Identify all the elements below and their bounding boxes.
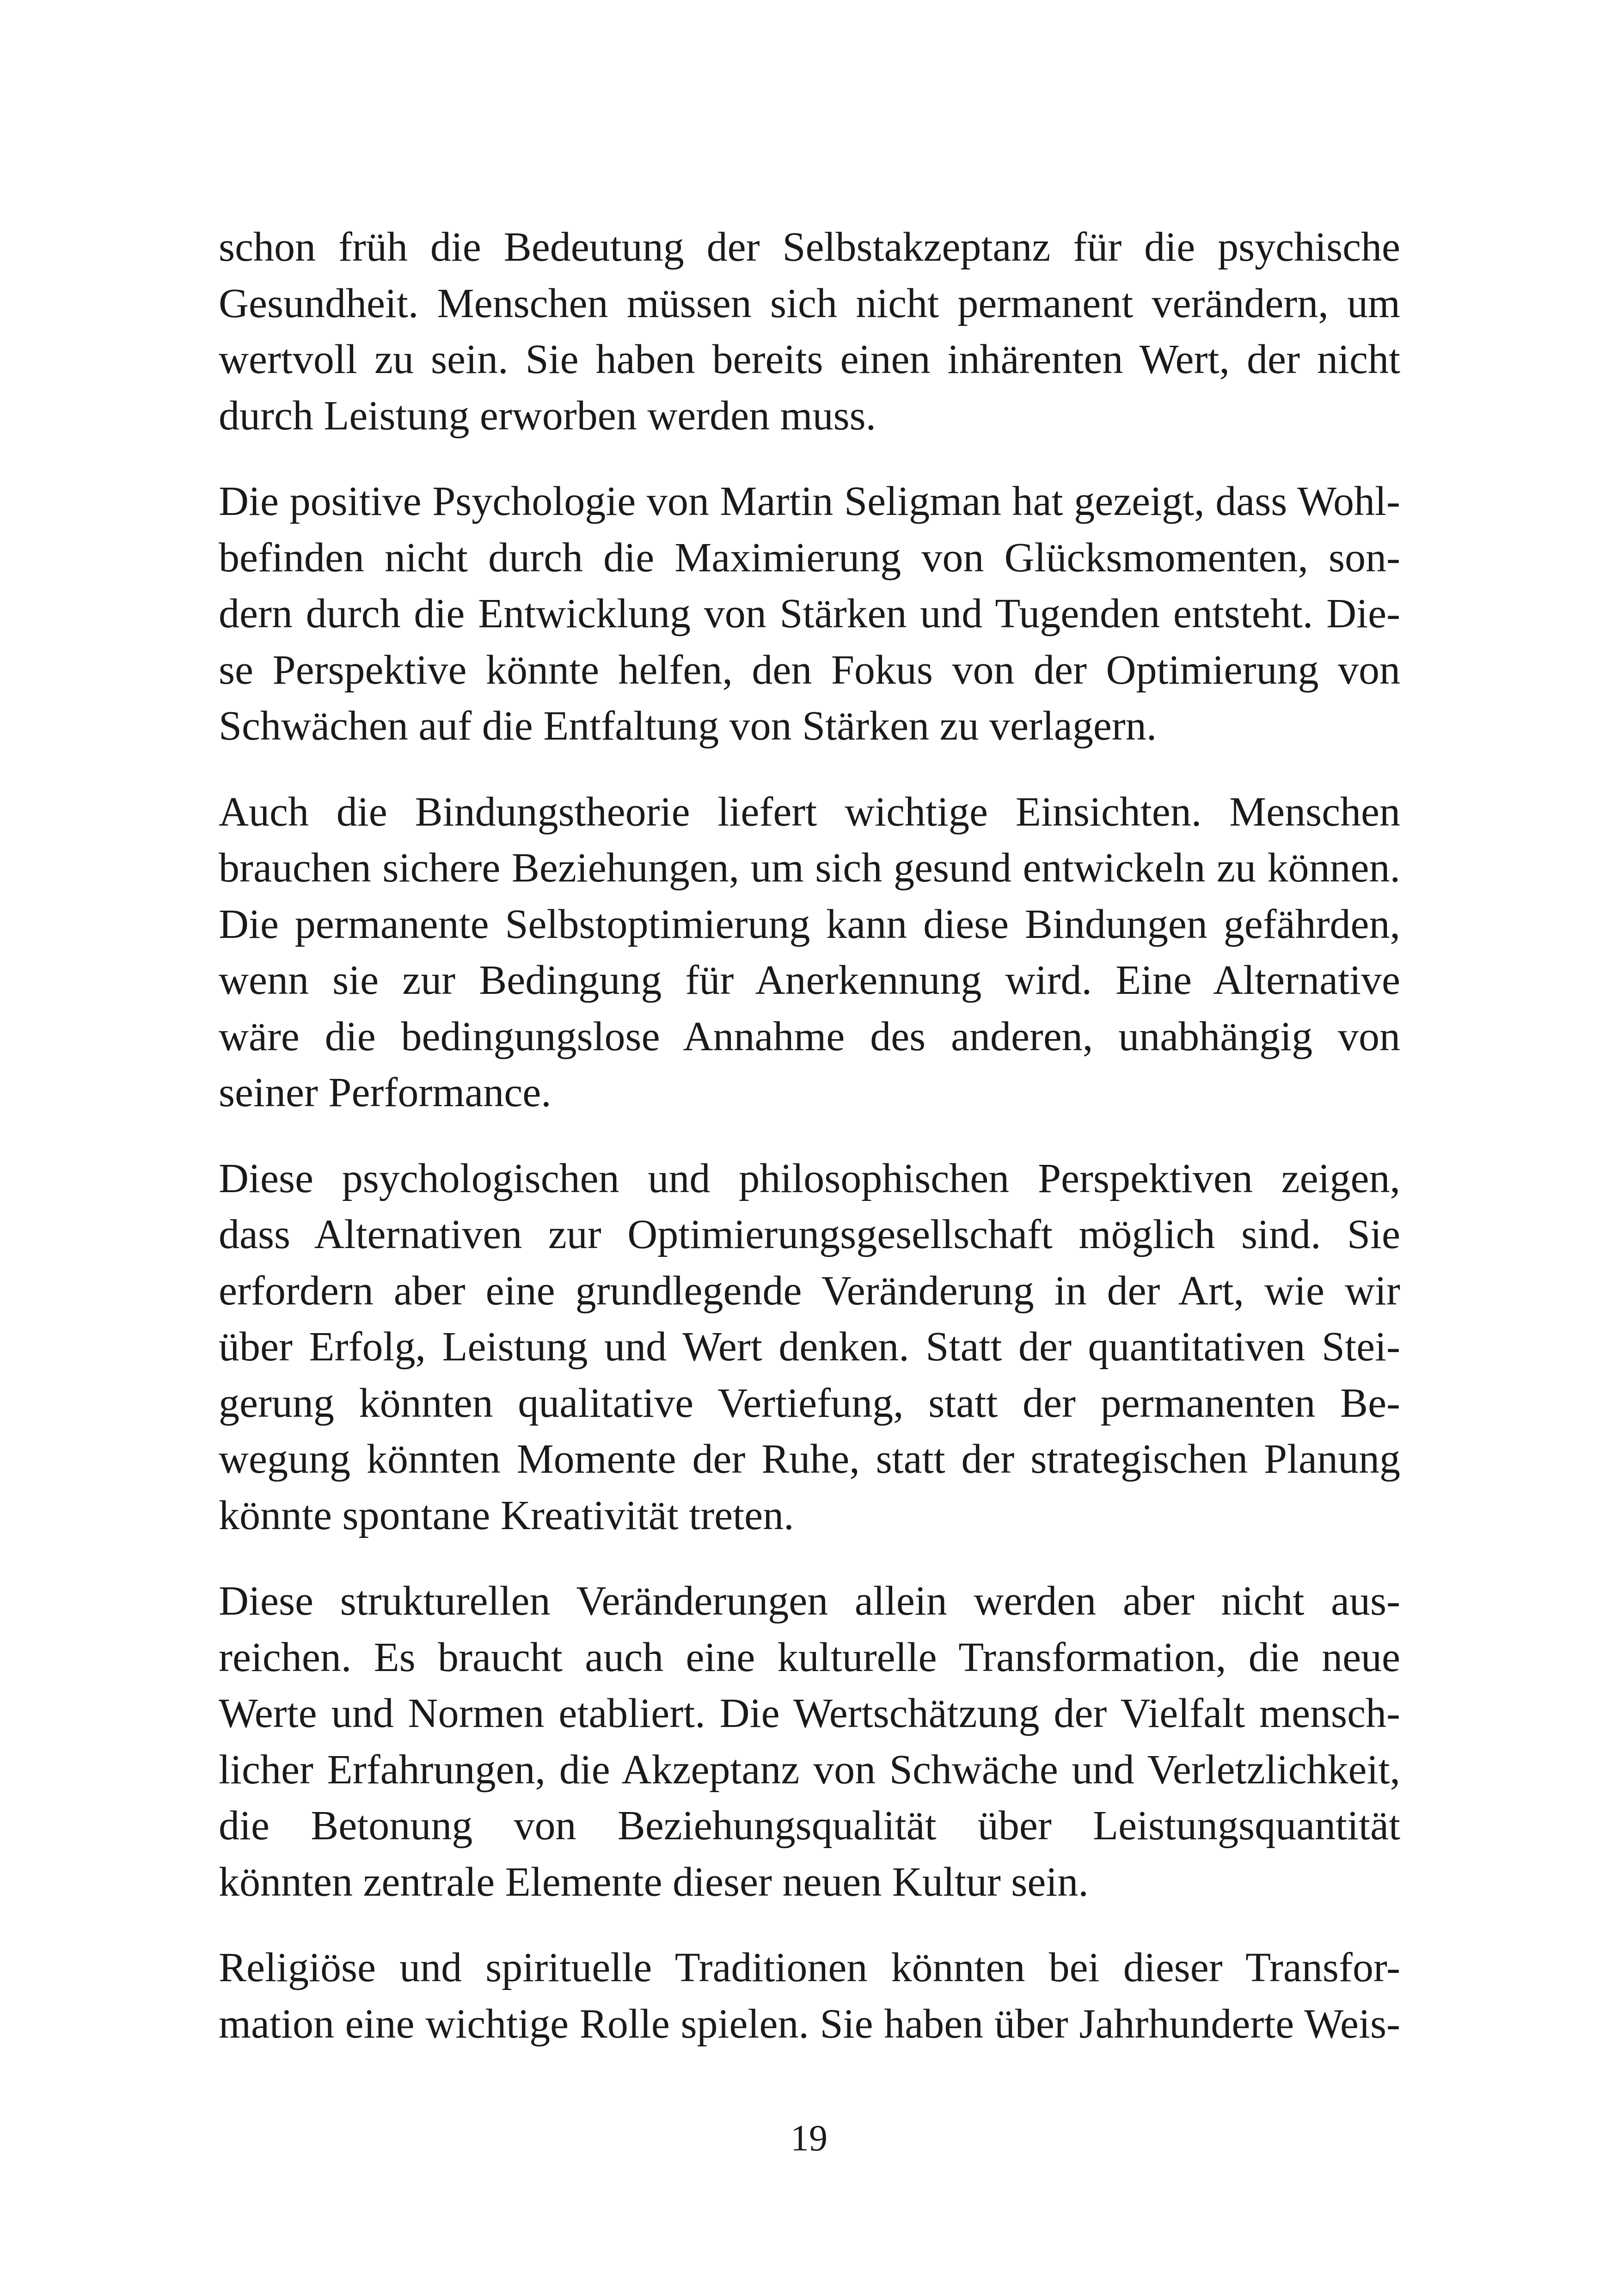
text-line: Religiöse und spirituelle Traditionen könnten bei dieser Transfor- <box>219 1945 1400 1990</box>
paragraph <box>219 784 1400 1121</box>
text-line: befinden nicht durch die Maximierung von Glücksmomenten, son- <box>219 534 1400 581</box>
text-line: könnten zentrale Elemente dieser neuen Kultur sein. <box>219 1859 1089 1905</box>
text-line: Auch die Bindungstheorie liefert wichtige Einsichten. Menschen <box>219 789 1400 835</box>
text-line: wäre die bedingungslose Annahme des anderen, unabhängig von <box>219 1013 1400 1059</box>
text-line: Werte und Normen etabliert. Die Wertschätzung der Vielfalt mensch- <box>219 1690 1400 1736</box>
text-line: erfordern aber eine grundlegende Veränderung in der Art, wie wir <box>219 1267 1400 1314</box>
text-line: Schwächen auf die Entfaltung von Stärken zu verlagern. <box>219 703 1157 749</box>
paragraph <box>219 219 1400 444</box>
text-line: Die permanente Selbstoptimierung kann diese Bindungen gefährden, <box>219 901 1400 947</box>
text-line: schon früh die Bedeutung der Selbstakzeptanz für die psychische <box>219 224 1400 270</box>
text-line: seiner Performance. <box>219 1070 552 1115</box>
text-line: könnte spontane Kreativität treten. <box>219 1492 794 1538</box>
text-line: Diese strukturellen Veränderungen allein werden aber nicht aus- <box>219 1578 1400 1624</box>
text-line: Diese psychologischen und philosophischen Perspektiven zeigen, <box>219 1155 1400 1201</box>
text-line: wertvoll zu sein. Sie haben bereits einen inhärenten Wert, der nicht <box>219 337 1400 382</box>
text-line: reichen. Es braucht auch eine kulturelle Transformation, die neue <box>219 1634 1400 1680</box>
text-line: mation eine wichtige Rolle spielen. Sie haben über Jahrhunderte Weis- <box>219 2001 1400 2047</box>
text-line: dern durch die Entwicklung von Stärken und Tugenden entsteht. Die- <box>219 591 1400 637</box>
text-line: Gesundheit. Menschen müssen sich nicht permanent verändern, um <box>219 280 1400 326</box>
text-line: se Perspektive könnte helfen, den Fokus von der Optimierung von <box>219 647 1400 693</box>
text-line: licher Erfahrungen, die Akzeptanz von Schwäche und Verletzlichkeit, <box>219 1746 1400 1793</box>
paragraph <box>219 1573 1400 1910</box>
text-line: durch Leistung erworben werden muss. <box>219 392 876 439</box>
text-line: wenn sie zur Bedingung für Anerkennung wird. Eine Alternative <box>219 957 1400 1003</box>
text-line: die Betonung von Beziehungsqualität über Leistungsquantität <box>219 1803 1400 1849</box>
paragraph <box>219 1940 1400 2052</box>
text-line: Die positive Psychologie von Martin Seligman hat gezeigt, dass Wohl- <box>219 478 1400 524</box>
text-line: wegung könnten Momente der Ruhe, statt der strategischen Planung <box>219 1436 1400 1482</box>
paragraph <box>219 1151 1400 1544</box>
body-text <box>219 219 1400 2082</box>
page-number: 19 <box>791 2118 827 2159</box>
text-line: brauchen sichere Beziehungen, um sich gesund entwickeln zu können. <box>219 845 1400 891</box>
text-line: über Erfolg, Leistung und Wert denken. Statt der quantitativen Stei- <box>219 1324 1400 1370</box>
text-line: dass Alternativen zur Optimierungsgesellschaft möglich sind. Sie <box>219 1212 1400 1257</box>
text-line: gerung könnten qualitative Vertiefung, statt der permanenten Be- <box>219 1380 1400 1426</box>
paragraph <box>219 473 1400 754</box>
